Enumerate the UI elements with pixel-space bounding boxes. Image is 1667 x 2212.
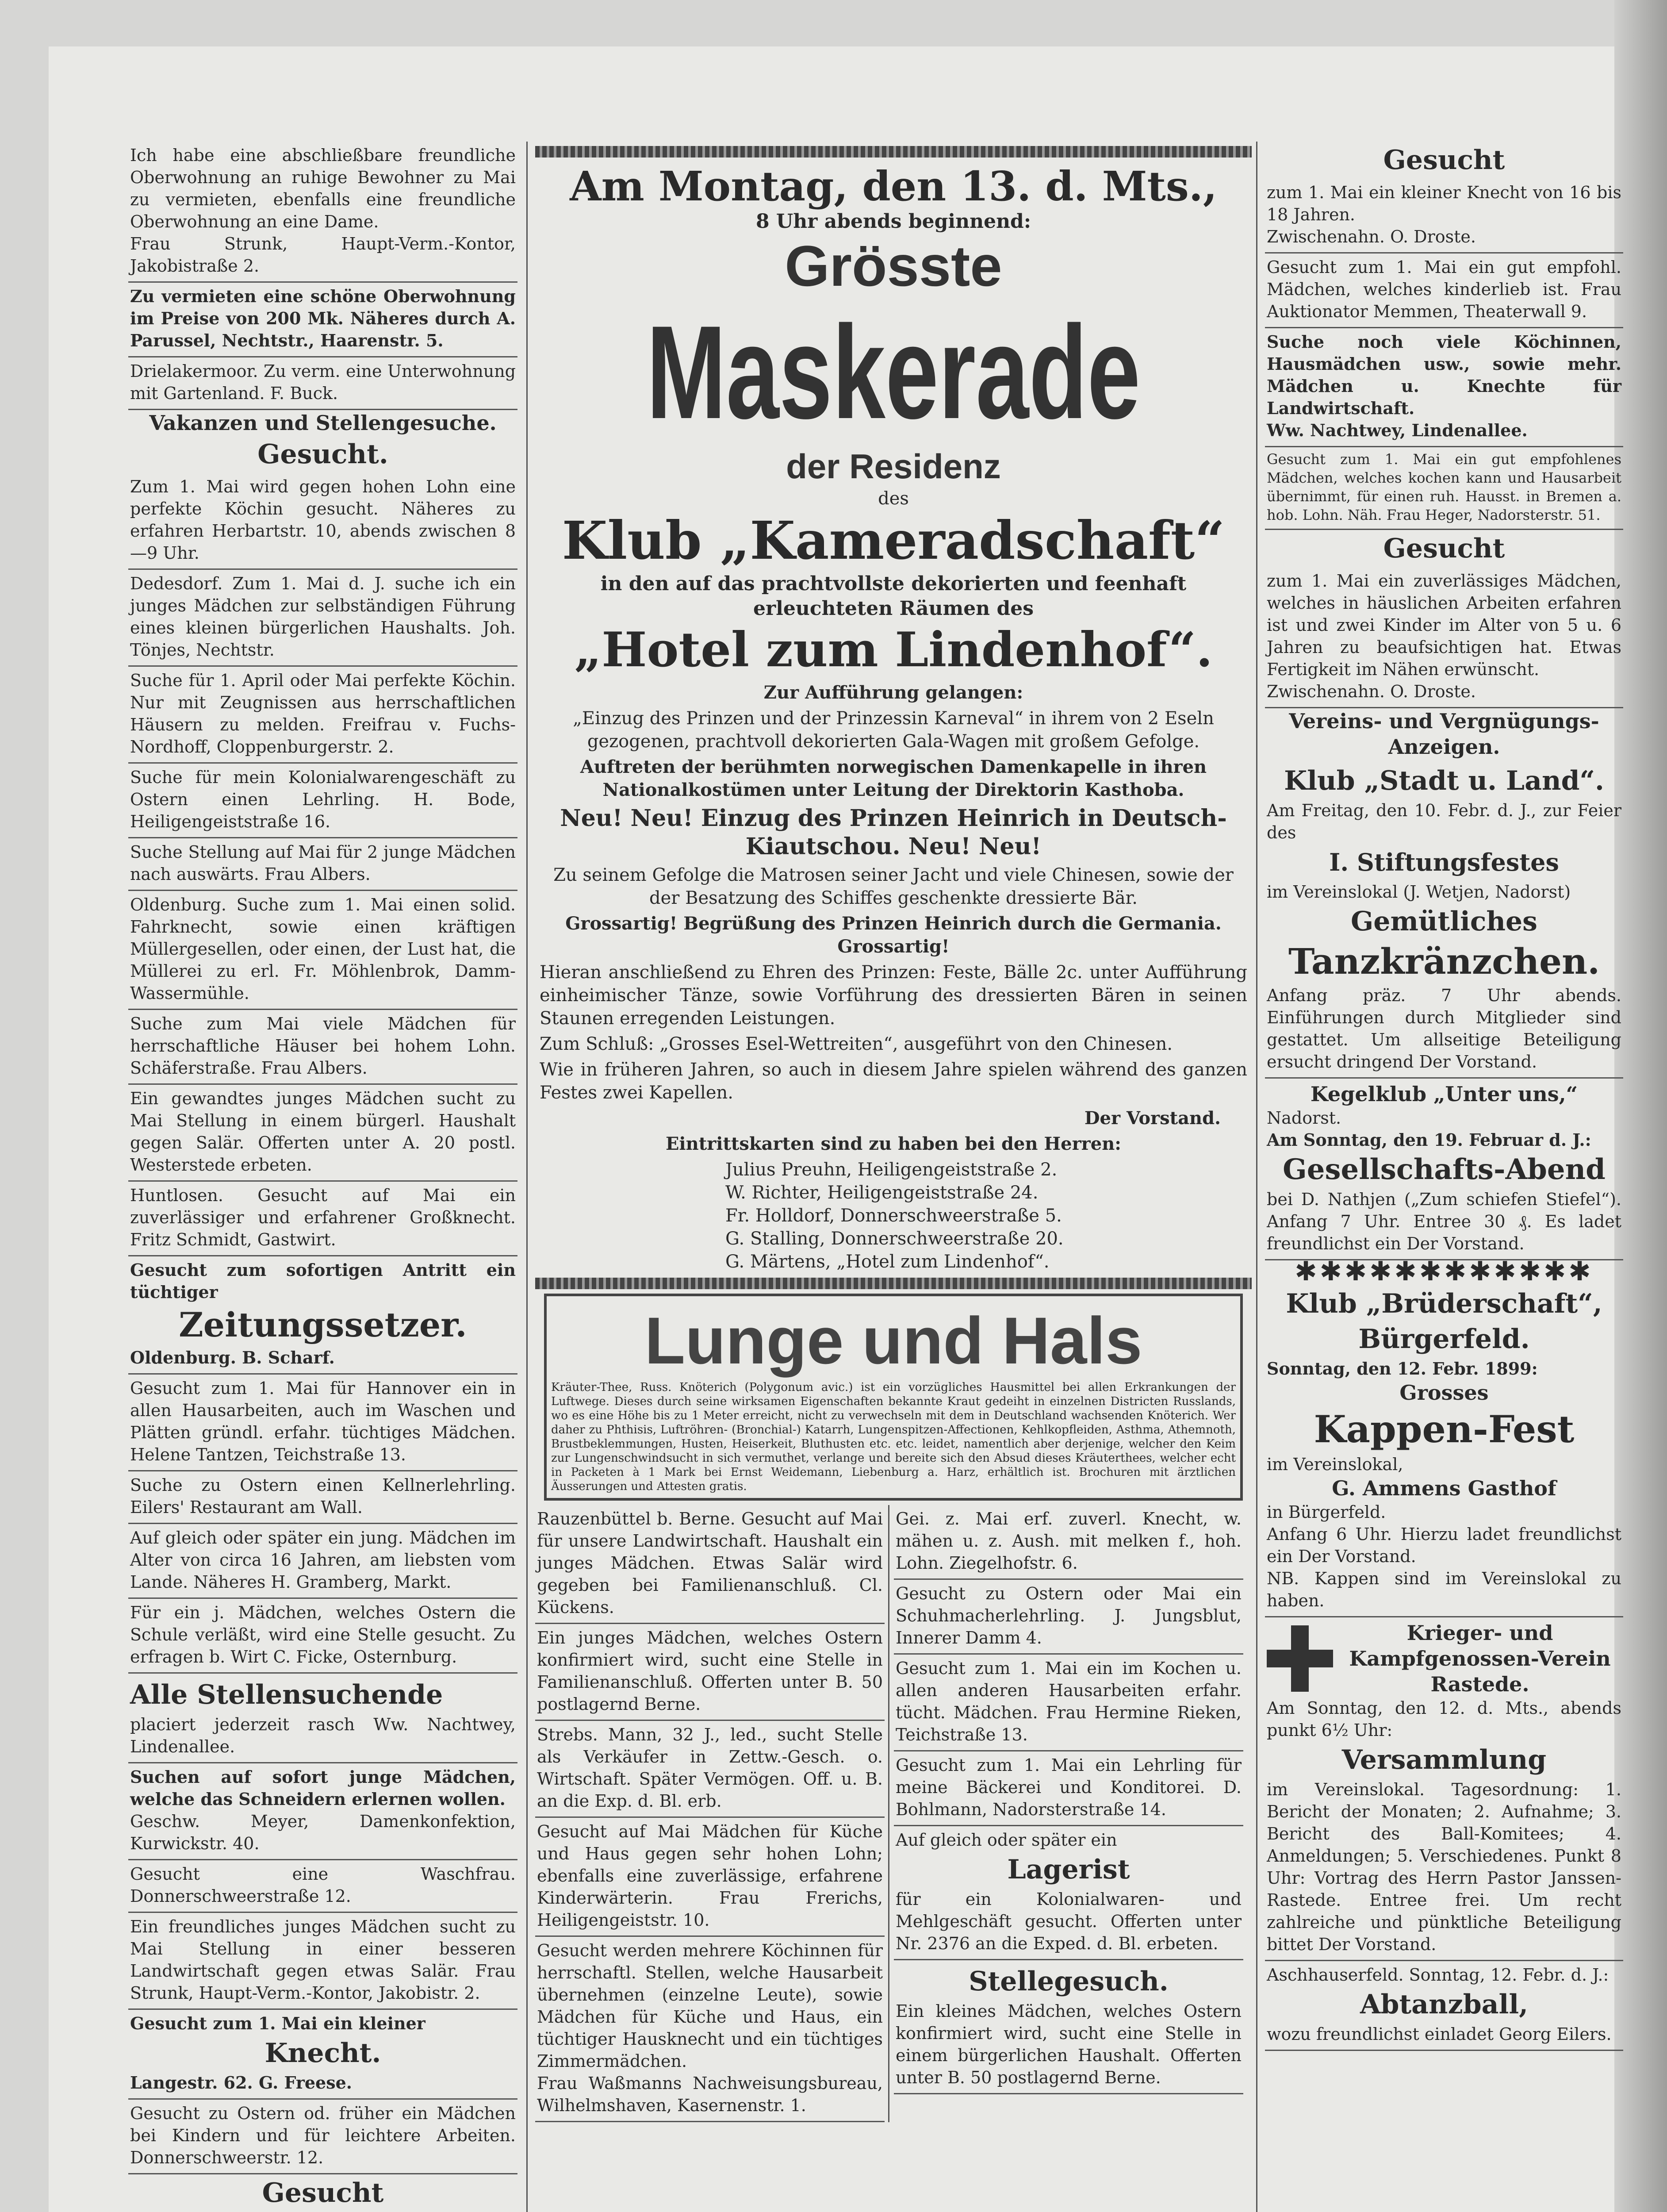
ad-maedchen-herrschaft: Suche zum Mai viele Mädchen für herrschaftliche Häuser bei hohem Lohn. Schäferstraße. Frau Albers. xyxy=(128,1010,517,1085)
left-column xyxy=(128,142,517,2212)
ad-zuverlaessig: zum 1. Mai ein zuverlässiges Mädchen, welches in häuslichen Arbeiten erfahren ist und zwei Kinder im Alter von 5 u. 6 Jahren zu beaufsichtigen hat. Etwas Fertigkeit im Nähen erwünscht. Zwischenahn. O. Droste. xyxy=(1265,567,1623,708)
ad-lehrling: Suche für mein Kolonialwarengeschäft zu Ostern einen Lehrling. H. Bode, Heiligengeiststraße 16. xyxy=(128,764,517,838)
hotel-lindenhof: „Hotel zum Lindenhof“. xyxy=(574,622,1213,678)
ad-dedesdorf: Dedesdorf. Zum 1. Mai d. J. suche ich ein junges Mädchen zur selbständigen Führung eines kleinen bürgerlichen Haushalts. Joh. Tönjes, Nechtstr. xyxy=(128,570,517,667)
ad-rauzenbuettel: Rauzenbüttel b. Berne. Gesucht auf Mai für unsere Landwirtschaft. Haushalt ein junges Mädchen. Etwas Salär wird gegeben bei Familienanschluß. Cl. Kückens. xyxy=(535,1505,885,1624)
ad-koechin-april: Suche für 1. April oder Mai perfekte Köchin. Nur mit Zeugnissen aus herrschaftlichen Häusern zu melden. Freifrau v. Fuchs-Nordhoff, Cloppenburgerstr. 2. xyxy=(128,667,517,764)
ad-koechin: Zum 1. Mai wird gegen hohen Lohn eine perfekte Köchin gesucht. Näheres zu erfahren Herbartstr. 10, abends zwischen 8—9 Uhr. xyxy=(128,473,517,570)
ad-jung-maedchen: Auf gleich oder später ein jung. Mädchen im Alter von circa 16 Jahren, am liebsten vom Lande. Näheres H. Gramberg, Markt. xyxy=(128,1524,517,1599)
ad-drielakermoor: Drielakermoor. Zu verm. eine Unterwohnung mit Gartenland. F. Buck. xyxy=(128,357,517,410)
ad-konfirmiert: Ein junges Mädchen, welches Ostern konfirmiert wird, sucht eine Stelle in Familienanschluß. Offerten unter B. 50 postlagernd Berne. xyxy=(535,1624,885,1721)
ad-lagerist: Auf gleich oder später ein Lagerist für ein Kolonialwaren- und Mehlgeschäft gesucht. Offerten unter Nr. 2376 an die Exped. d. Bl. erbeten. xyxy=(894,1826,1243,1960)
ad-stellegesuch: Stellegesuch. Ein kleines Mädchen, welches Ostern konfirmiert wird, sucht eine Stelle in einem bürgerlichen Haushalt. Offerten unter B. 50 postlagernd Berne. xyxy=(894,1960,1243,2094)
ad-fahrknecht: Oldenburg. Suche zum 1. Mai einen solid. Fahrknecht, sowie einen kräftigen Müllergesellen, oder einen, der Lust hat, die Müllerei zu erl. Fr. Möhlenbrok, Damm-Wassermühle. xyxy=(128,891,517,1010)
column-rule-2 xyxy=(1256,142,1257,2212)
headline-maskerade: Maskerade xyxy=(646,298,1141,446)
ad-kriegerverein: Krieger- und Kampfgenossen-Verein Rastede. Am Sonntag, den 12. d. Mts., abends punkt 6½ Uhr: Versammlung im Vereinslokal. Tagesordnung: 1. Bericht der Monaten; 2. Aufnahme; 3. Bericht des Ball-Komitees; 4. Anmeldungen; 5. Verschiedenes. Punkt 8 Uhr: Vortrag des Herrn Pastor Janssen-Rastede. Entree frei. Um recht zahlreiche und pünktliche Beteiligung bittet Der Vorstand. xyxy=(1265,1617,1623,1961)
ad-oberwohnung: Ich habe eine abschließbare freundliche Oberwohnung an ruhige Bewohner zu Mai zu vermieten, ebenfalls eine freundliche Oberwohnung an eine Dame. Frau Strunk, Haupt-Verm.-Kontor, Jakobistraße 2. xyxy=(128,142,517,283)
ornament-bar xyxy=(535,146,1252,157)
section-heading-vereine: Vereins- und Vergnügungs-Anzeigen. xyxy=(1289,709,1599,759)
headline-groesste: Grösste xyxy=(785,234,1002,298)
column-rule-1 xyxy=(526,142,528,2212)
heading-gesucht-2: Gesucht xyxy=(262,2177,384,2208)
klub-kameradschaft: Klub „Kameradschaft“ xyxy=(562,510,1225,571)
ad-schneidern: Suchen auf sofort junge Mädchen, welche das Schneidern erlernen wollen. Geschw. Meyer, Damenkonfektion, Kurwickstr. 40. xyxy=(128,1763,517,1860)
ad-kellnerlehrling: Suche zu Ostern einen Kellnerlehrling. Eilers' Restaurant am Wall. xyxy=(128,1471,517,1524)
ad-schule: Für ein j. Mädchen, welches Ostern die Schule verläßt, wird eine Stelle gesucht. Zu erfragen b. Wirt C. Ficke, Osternburg. xyxy=(128,1599,517,1674)
ad-kleiner-knecht: zum 1. Mai ein kleiner Knecht von 16 bis 18 Jahren. Zwischenahn. O. Droste. xyxy=(1265,179,1623,253)
ad-kinderlieb: Gesucht zum 1. Mai ein gut empfohl. Mädchen, welches kinderlieb ist. Frau Auktionator Memmen, Theaterwall 9. xyxy=(1265,253,1623,328)
ad-hannover: Gesucht zum 1. Mai für Hannover ein in allen Hausarbeiten, auch im Waschen und Plätten gründl. erfahr. tüchtiges Mädchen. Helene Tantzen, Teichstraße 13. xyxy=(128,1375,517,1471)
ad-kindern: Gesucht zu Ostern od. früher ein Mädchen bei Kindern und für leichtere Arbeiten. Donnerschweerstr. 12. xyxy=(128,2100,517,2174)
ad-koechinnen: Gesucht werden mehrere Köchinnen für herrschaftl. Stellen, welche Hausarbeit übernehmen (einzelne Leute), sowie Mädchen für Küche und Haus, ein tüchtiger Hausknecht und ein tüchtiges Zimmermädchen. Frau Waßmanns Nachweisungsbureau, Wilhelmshaven, Kasernenstr. 1. xyxy=(535,1937,885,2122)
ad-waschfrau: Gesucht eine Waschfrau. Donnerschweerstraße 12. xyxy=(128,1860,517,1913)
ad-zeitungssetzer: Gesucht zum sofortigen Antritt ein tüchtiger Zeitungssetzer. Oldenburg. B. Scharf. xyxy=(128,1256,517,1375)
ad-verkaeufer: Strebs. Mann, 32 J., led., sucht Stelle als Verkäufer in Zettw.-Gesch. o. Wirtschaft. Später Vermögen. Off. u. B. an die Exp. d. Bl. erb. xyxy=(535,1721,885,1818)
ad-kegelklub: Kegelklub „Unter uns,“ Nadorst. Am Sonntag, den 19. Februar d. J.: Gesellschafts-Abend bei D. Nathjen („Zum schiefen Stiefel“). Anfang 7 Uhr. Entree 30 ₰. Es ladet freundlichst ein Der Vorstand. xyxy=(1265,1079,1623,1260)
ad-kinderwaerterin: Gesucht auf Mai Mädchen für Küche und Haus gegen sehr hohen Lohn; ebenfalls eine zuverlässige, erfahrene Kinderwärterin. Frau Frerichs, Heiligengeiststr. 10. xyxy=(535,1818,885,1937)
star-divider: ✱✱✱✱✱✱✱✱✱✱✱✱ xyxy=(1295,1256,1594,1287)
ad-kochen: Gesucht zum 1. Mai ein im Kochen u. allen anderen Hausarbeiten erfahr. tücht. Mädchen. Frau Hermine Rieken, Teichstraße 13. xyxy=(894,1655,1243,1751)
ad-stellensuchende: Alle Stellensuchende placiert jederzeit rasch Ww. Nachtwey, Lindenallee. xyxy=(128,1674,517,1763)
ornament-bar-2 xyxy=(535,1278,1252,1289)
ad-bremen: Gesucht zum 1. Mai ein gut empfohlenes Mädchen, welches kochen kann und Hausarbeit übernimmt, für einen ruh. Hausst. in Bremen a. hob. Lohn. Näh. Frau Heger, Nadorsterstr. 51. xyxy=(1265,447,1623,530)
section-heading-vakanzen: Vakanzen und Stellengesuche. xyxy=(149,411,497,435)
ad-grossknecht: Huntlosen. Gesucht auf Mai ein zuverlässiger und erfahrener Großknecht. Fritz Schmidt, Gastwirt. xyxy=(128,1182,517,1256)
heading-gesucht: Gesucht. xyxy=(257,439,388,470)
maskerade-date: Am Montag, den 13. d. Mts., xyxy=(570,162,1217,210)
ad-abtanzball: Aschhauserfeld. Sonntag, 12. Febr. d. J.: Abtanzball, wozu freundlichst einladet Georg Eilers. xyxy=(1265,1961,1623,2051)
right-column: Gesucht zum 1. Mai ein kleiner Knecht von 16 bis 18 Jahren. Zwischenahn. O. Droste. Gesucht zum 1. Mai ein gut empfohl. Mädchen, welches kinderlieb ist. Frau Auktionator Memmen, Theaterwall 9. Suche noch viele Köchinnen, Hausmädchen usw., sowie mehr. Mädchen u. Knechte für Landwirtschaft. Ww. Nachtwey, Lindenallee. Gesucht zum 1. Mai ein gut empfohlenes Mädchen, welches kochen kann und Hausarbeit übernimmt, für einen ruh. Hausst. in Bremen a. hob. Lohn. Näh. Frau Heger, Nadorsterstr. 51. Gesucht zum 1. Mai ein zuverlässiges Mädchen, welches in häuslichen Arbeiten erfahren ist und zwei Kinder im Alter von 5 u. 6 Jahren zu beaufsichtigen hat. Etwas Fertigkeit im Nähen erwünscht. Zwischenahn. O. Droste. Vereins- und Vergnügungs-Anzeigen. Klub „Stadt u. Land“. Am Freitag, den 10. Febr. d. J., zur Feier des I. Stiftungsfestes im Vereinslokal (J. Wetjen, Nadorst) Gemütliches Tanzkränzchen. Anfang präz. 7 Uhr abends. Einführungen durch Mitglieder sind gestattet. Um allseitige Beteiligung ersucht dringend Der Vorstand. Kegelklub „Unter uns,“ Nadorst. Am Sonntag, den 19. Februar d. J.: Gesellschafts-Abend bei D. Nathjen („Zum schiefen Stiefel“). Anfang 7 Uhr. Entree 30 ₰. Es ladet freundlichst ein Der Vorstand. ✱✱✱✱✱✱✱✱✱✱✱✱ Klub „Brüderschaft“, Bürgerfeld. Sonntag, den 12. Febr. 1899: Grosses Kappen-Fest im Vereinslokal, G. Ammens Gasthof in Bürgerfeld. Anfang 6 Uhr. Hierzu ladet freundlichst ein Der Vorstand. NB. Kappen sind im Vereinslokal zu haben. Krieger- und Kampfgenossen-Verein Rastede. Am Sonntag, den 12. d. Mts., abends punkt 6½ Uhr: Versammlung im Vereinslokal. Tagesordnung: 1. Bericht der Monaten; 2. Aufnahme; 3. Bericht des Ball-Komitees; 4. Anmeldungen; 5. Verschiedenes. Punkt 8 Uhr: Vortrag des Herrn Pastor Janssen-Rastede. Entree frei. Um recht zahlreiche und pünktliche Beteiligung bittet Der Vorstand. Aschhauserfeld. Sonntag, 12. Febr. d. J.: Abtanzball, wozu freundlichst einladet Georg Eilers. xyxy=(1265,142,1623,2051)
ad-lunge-hals: Lunge und Hals Kräuter-Thee, Russ. Knöterich (Polygonum avic.) ist ein vorzügliches Hausmittel bei allen Erkrankungen der Luftwege. Dieses durch seine wirksamen Eigenschaften bekannte Kraut gedeiht in einzelnen Districten Russlands, wo es eine Höhe bis zu 1 Meter erreicht, nicht zu verwechseln mit dem in Deutschland wachsenden Knöterich. Wer daher zu Phthisis, Luftröhren- (Bronchial-) Katarrh, Lungenspitzen-Affectionen, Kehlkopfleiden, Asthma, Athemnoth, Brustbeklemmungen, Husten, Heiserkeit, Bluthusten etc. etc. leidet, namentlich aber derjenige, welcher den Keim zur Lungenschwindsucht in sich vermuthet, verlange und bereite sich den Absud dieses Kräuterthees, welcher echt in Packeten à 1 Mark bei Ernst Weidemann, Liebenburg a. Harz, erhältlich ist. Brochuren mit ärztlichen Äusserungen und Attesten gratis. xyxy=(544,1294,1243,1501)
ad-klub-stadt-land: Klub „Stadt u. Land“. Am Freitag, den 10. Febr. d. J., zur Feier des I. Stiftungsfestes im Vereinslokal (J. Wetjen, Nadorst) Gemütliches Tanzkränzchen. Anfang präz. 7 Uhr abends. Einführungen durch Mitglieder sind gestattet. Um allseitige Beteiligung ersucht dringend Der Vorstand. xyxy=(1265,760,1623,1079)
ad-klub-bruederschaft: Klub „Brüderschaft“, Bürgerfeld. Sonntag, den 12. Febr. 1899: Grosses Kappen-Fest im Vereinslokal, G. Ammens Gasthof in Bürgerfeld. Anfang 6 Uhr. Hierzu ladet freundlichst ein Der Vorstand. NB. Kappen sind im Vereinslokal zu haben. xyxy=(1265,1283,1623,1617)
iron-cross-icon xyxy=(1267,1625,1333,1692)
ad-schuhmacher: Gesucht zu Ostern oder Mai ein Schuhmacherlehrling. J. Jungsblut, Innerer Damm 4. xyxy=(894,1580,1243,1655)
ad-vermieten: Zu vermieten eine schöne Oberwohnung im Preise von 200 Mk. Näheres durch A. Parussel, Nechtstr., Haarenstr. 5. xyxy=(128,283,517,357)
ad-nachtwey: Suche noch viele Köchinnen, Hausmädchen usw., sowie mehr. Mädchen u. Knechte für Landwirtschaft. Ww. Nachtwey, Lindenallee. xyxy=(1265,328,1623,447)
middle-column: Am Montag, den 13. d. Mts., 8 Uhr abends beginnend: Grösste Maskerade der Residenz des Klub „Kameradschaft“ in den auf das prachtvollste dekorierten und feenhaft erleuchteten Räumen des „Hotel zum Lindenhof“. Zur Aufführung gelangen: „Einzug des Prinzen und der Prinzessin Karneval“ in ihrem von 2 Eseln gezogenen, prachtvoll dekorierten Gala-Wagen mit großem Gefolge. Auftreten der berühmten norwegischen Damenkapelle in ihren Nationalkostümen unter Leitung der Direktorin Kasthoba. Neu! Neu! Einzug des Prinzen Heinrich in Deutsch-Kiautschou. Neu! Neu! Zu seinem Gefolge die Matrosen seiner Jacht und viele Chinesen, sowie der der Besatzung des Schiffes geschenkte dressierte Bär. Grossartig! Begrüßung des Prinzen Heinrich durch die Germania. Grossartig! Hieran anschließend zu Ehren des Prinzen: Feste, Bälle 2c. unter Aufführung einheimischer Tänze, sowie Vorführung des dressierten Bären in seinen Staunen erregenden Leistungen. Zum Schluß: „Grosses Esel-Wettreiten“, ausgeführt von den Chinesen. Wie in früheren Jahren, so auch in diesem Jahre spielen während des ganzen Festes zwei Kapellen. Der Vorstand. Eintrittskarten sind zu haben bei den Herren: Julius Preuhn, Heiligengeiststraße 2. W. Richter, Heiligengeiststraße 24. Fr. Holldorf, Donnerschweerstraße 5. G. Stalling, Donnerschweerstraße 20. G. Märtens, „Hotel zum Lindenhof“. Lunge und Hals Kräuter-Thee, Russ. Knöterich (Polygonum avic.) ist ein vorzügliches Hausmittel bei allen Erkrankungen der Luftwege. Dieses durch seine wirksamen Eigenschaften bekannte Kraut gedeiht in einzelnen Districten Russlands, wo es eine Höhe bis zu 1 Meter erreicht, nicht zu verwechseln mit dem in Deutschland wachsenden Knöterich. Wer daher zu Phthisis, Luftröhren- (Bronchial-) Katarrh, Lungenspitzen-Affectionen, Kehlkopfleiden, Asthma, Athemnoth, Brustbeklemmungen, Husten, Heiserkeit, Bluthusten etc. etc. leidet, namentlich aber derjenige, welcher den Keim zur Lungenschwindsucht in sich vermuthet, verlange und bereite sich den Absud dieses Kräuterthees, welcher echt in Packeten à 1 Mark bei Ernst Weidemann, Liebenburg a. Harz, erhältlich ist. Brochuren mit ärztlichen Äusserungen und Attesten gratis. Rauzenbüttel b. Berne. Gesucht auf Mai für unsere Landwirtschaft. Haushalt ein junges Mädchen. Etwas Salär wird gegeben bei Familienanschluß. Cl. Kückens. Ein junges Mädchen, welches Ostern konfirmiert wird, sucht eine Stelle in Familienanschluß. Offerten unter B. 50 postlagernd Berne. Strebs. Mann, 32 J., led., sucht Stelle als Verkäufer in Zettw.-Gesch. o. Wirtschaft. Später Vermögen. Off. u. B. an die Exp. d. Bl. erb. Gesucht auf Mai Mädchen für Küche und Haus gegen sehr hohen Lohn; ebenfalls eine zuverlässige, erfahrene Kinderwärterin. Frau Frerichs, Heiligengeiststr. 10. Gesucht werden mehrere Köchinnen für herrschaftl. Stellen, welche Hausarbeit übernehmen (einzelne Leute), sowie Mädchen für Küche und Haus, ein tüchtiger Hausknecht und ein tüchtiges Zimmermädchen. Frau Waßmanns Nachweisungsbureau, Wilhelmshaven, Kasernenstr. 1. Gei. z. Mai erf. zuverl. Knecht, w. mähen u. z. Aush. mit melken f., hoh. Lohn. Ziegelhofstr. 6. Gesucht zu Ostern oder Mai ein Schuhmacherlehrling. J. Jungsblut, Innerer Damm 4. Gesucht zum 1. Mai ein im Kochen u. allen anderen Hausarbeiten erfahr. tücht. Mädchen. Frau Hermine Rieken, Teichstraße 13. Gesucht zum 1. Mai ein Lehrling für meine Bäckerei und Konditorei. D. Bohlmann, Nadorsterstraße 14. Auf gleich oder später ein Lagerist für ein Kolonialwaren- und Mehlgeschäft gesucht. Offerten unter Nr. 2376 an die Exped. d. Bl. erbeten. Stellegesuch. Ein kleines Mädchen, welches Ostern konfirmiert wird, sucht eine Stelle in einem bürgerlichen Haushalt. Offerten unter B. 50 postlagernd Berne. xyxy=(535,142,1252,2122)
ad-landwirtschaft: Ein freundliches junges Mädchen sucht zu Mai Stellung in einer besseren Landwirtschaft gegen etwas Salär. Frau Strunk, Haupt-Verm.-Kontor, Jakobistr. 2. xyxy=(128,1913,517,2010)
ad-knecht-maehen: Gei. z. Mai erf. zuverl. Knecht, w. mähen u. z. Aush. mit melken f., hoh. Lohn. Ziegelhofstr. 6. xyxy=(894,1505,1243,1580)
ad-gewandtes-maedchen: Ein gewandtes junges Mädchen sucht zu Mai Stellung in einem bürgerl. Haushalt gegen Salär. Offerten unter A. 20 postl. Westerstede erbeten. xyxy=(128,1085,517,1182)
ad-knecht: Gesucht zum 1. Mai ein kleiner Knecht. Langestr. 62. G. Freese. xyxy=(128,2010,517,2100)
ad-baeckerei: Gesucht zum 1. Mai ein Lehrling für meine Bäckerei und Konditorei. D. Bohlmann, Nadorsterstraße 14. xyxy=(894,1751,1243,1826)
ad-stellung: Suche Stellung auf Mai für 2 junge Mädchen nach auswärts. Frau Albers. xyxy=(128,838,517,891)
